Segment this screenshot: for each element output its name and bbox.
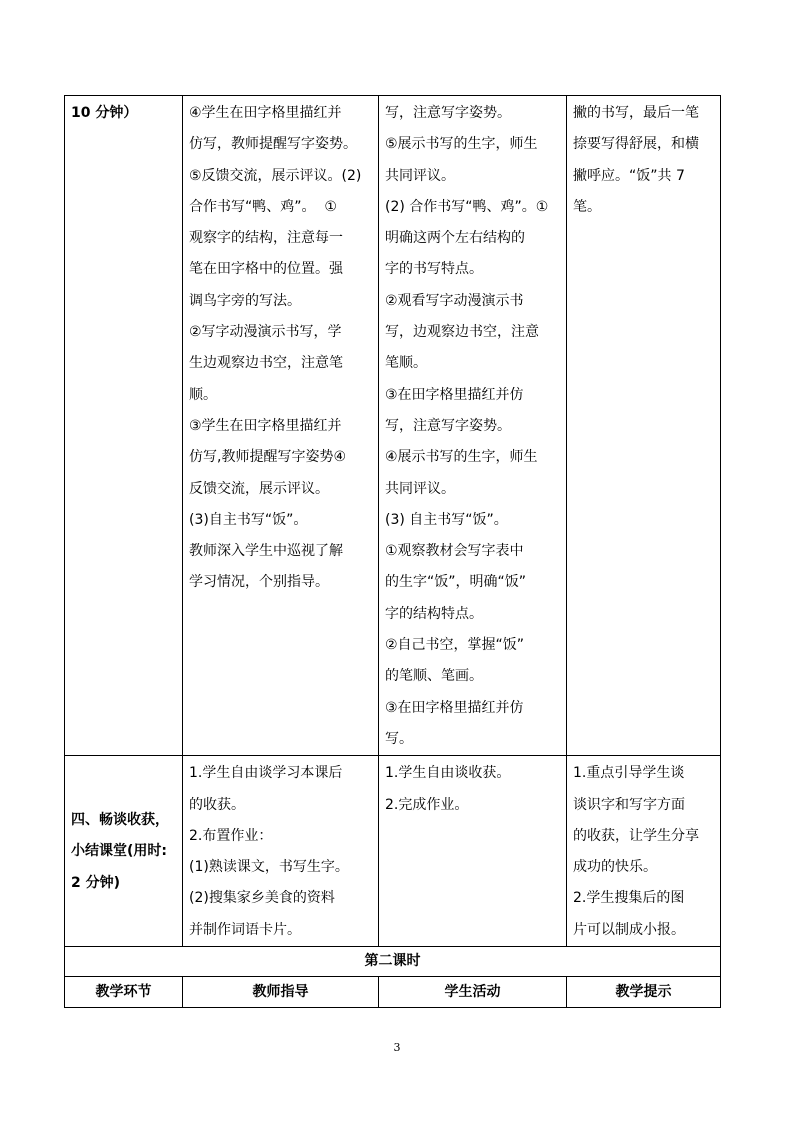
header-teacher: 教师指导 — [183, 977, 379, 1008]
student-line: 明确这两个左右结构的 — [385, 230, 525, 247]
student-line: 的生字“饭”，明确“饭” — [385, 574, 527, 591]
teacher-line: 观察字的结构，注意每一 — [189, 230, 343, 247]
tips-line: 撇的书写，最后一笔 — [573, 105, 699, 121]
header-stage: 教学环节 — [65, 977, 183, 1008]
teacher-line: 仿写，教师提醒写字姿势。 — [189, 136, 357, 153]
teacher-line: 并制作词语卡片。 — [189, 921, 301, 938]
teacher-line: (3)自主书写“饭”。 — [189, 511, 308, 528]
student-line: 共同评议。 — [385, 167, 455, 184]
stage-cell — [65, 96, 183, 756]
student-line: ⑤展示书写的生字，师生 — [385, 136, 538, 153]
tips-line: 1.重点引导学生谈 — [573, 765, 685, 782]
teacher-line: 顺。 — [189, 386, 217, 403]
teacher-line: (1)熟读课文，书写生字。 — [189, 859, 349, 876]
teacher-line: 合作书写“鸭、鸡”。 ① — [189, 198, 337, 215]
student-line: 2.完成作业。 — [385, 796, 469, 813]
tips-line: 撇呼应。“饭”共 7 — [573, 167, 685, 184]
teacher-line: 生边观察边书空，注意笔 — [189, 355, 343, 372]
student-line: ①观察教材会写字表中 — [385, 543, 524, 560]
student-line: 写，注意写字姿势。 — [385, 105, 511, 121]
stage-text: 小结课堂(用时: — [71, 843, 167, 860]
stage-cell — [65, 756, 183, 947]
section-title: 第二课时 — [65, 947, 721, 977]
lesson-plan-table — [64, 95, 721, 1008]
column-header-row — [65, 977, 721, 1008]
student-line: ③在田字格里描红并仿 — [385, 386, 524, 403]
teaching-tips-cell — [567, 756, 721, 947]
teacher-guidance-cell — [183, 96, 379, 756]
tips-line: 捺要写得舒展，和横 — [573, 136, 699, 153]
table-row-summary — [65, 756, 721, 947]
teacher-line: 反馈交流，展示评议。 — [189, 480, 329, 497]
teacher-line: 教师深入学生中巡视了解 — [189, 543, 343, 560]
teacher-line: 笔在田字格中的位置。强 — [189, 261, 343, 278]
student-line: 笔顺。 — [385, 355, 427, 372]
teacher-line: ③学生在田字格里描红并 — [189, 417, 342, 434]
student-line: 写。 — [385, 730, 413, 747]
header-student: 学生活动 — [379, 977, 567, 1008]
student-line: ④展示书写的生字，师生 — [385, 449, 538, 466]
student-line: 字的结构特点。 — [385, 605, 483, 622]
tips-line: 成功的快乐。 — [573, 859, 657, 876]
tips-line: 的收获，让学生分享 — [573, 827, 699, 844]
student-line: ③在田字格里描红并仿 — [385, 699, 524, 716]
student-line: (2) 合作书写“鸭、鸡”。① — [385, 198, 549, 215]
teacher-line: ②写字动漫演示书写，学 — [189, 324, 342, 341]
teacher-guidance-cell — [183, 756, 379, 947]
teacher-line: ④学生在田字格里描红并 — [189, 105, 342, 121]
student-line: 写，注意写字姿势。 — [385, 417, 511, 434]
student-line: (3) 自主书写“饭”。 — [385, 511, 508, 528]
header-tips: 教学提示 — [567, 977, 721, 1008]
stage-text: 10 分钟） — [71, 105, 138, 121]
table-row-writing-practice — [65, 96, 721, 756]
tips-line: 笔。 — [573, 198, 601, 215]
student-line: ②观看写字动漫演示书 — [385, 292, 524, 309]
student-line: 的笔顺、笔画。 — [385, 668, 483, 685]
student-line: 字的书写特点。 — [385, 261, 483, 278]
teacher-line: 的收获。 — [189, 796, 245, 813]
page-number: 3 — [393, 1041, 401, 1054]
teacher-line: 调鸟字旁的写法。 — [189, 292, 301, 309]
tips-line: 片可以制成小报。 — [573, 921, 685, 938]
teacher-line: ⑤反馈交流，展示评议。(2) — [189, 167, 362, 184]
teacher-line: 仿写,教师提醒写字姿势④ — [189, 449, 347, 466]
student-line: 共同评议。 — [385, 480, 455, 497]
student-activity-cell — [379, 96, 567, 756]
teacher-line: (2)搜集家乡美食的资料 — [189, 890, 335, 907]
section-title-row — [65, 947, 721, 977]
teacher-line: 1.学生自由谈学习本课后 — [189, 765, 343, 782]
tips-line: 谈识字和写字方面 — [573, 796, 685, 813]
student-activity-cell — [379, 756, 567, 947]
stage-text: 四、畅谈收获， — [71, 812, 169, 829]
tips-line: 2.学生搜集后的图 — [573, 890, 685, 907]
teacher-line: 学习情况，个别指导。 — [189, 574, 329, 591]
student-line: 写，边观察边书空，注意 — [385, 324, 539, 341]
student-line: 1.学生自由谈收获。 — [385, 765, 511, 782]
stage-text: 2 分钟) — [71, 874, 121, 891]
student-line: ②自己书空，掌握“饭” — [385, 637, 525, 654]
teacher-line: 2.布置作业： — [189, 827, 273, 844]
teaching-tips-cell — [567, 96, 721, 756]
